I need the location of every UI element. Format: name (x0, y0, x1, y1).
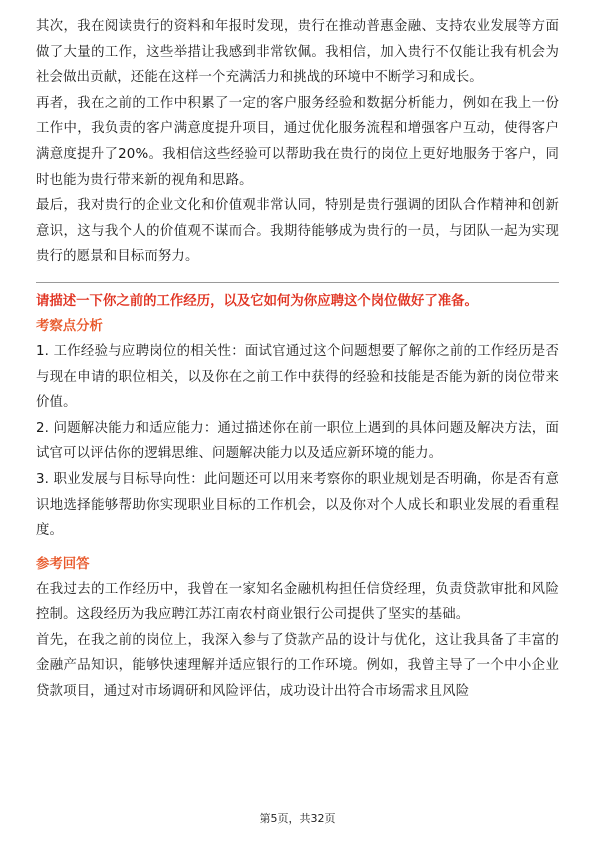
answer-paragraph: 在我过去的工作经历中，我曾在一家知名金融机构担任信贷经理，负责贷款审批和风险控制。这段经历为我应聘江苏江南农村商业银行公司提供了坚实的基础。 (36, 581, 559, 623)
page-content (36, 14, 559, 705)
body-paragraph: 再者，我在之前的工作中积累了一定的客户服务经验和数据分析能力，例如在我上一份工作中，我负责的客户满意度提升项目，通过优化服务流程和增强客户互动，使得客户满意度提升了20%。我相信这些经验可以帮助我在贵行的岗位上更好地服务于客户，同时也能为贵行带来新的视角和思路。 (36, 95, 559, 188)
section-divider (36, 282, 559, 283)
analysis-heading: 考察点分析 (36, 318, 103, 334)
analysis-point: 3. 职业发展与目标导向性：此问题还可以用来考察你的职业规划是否明确，你是否有意识地选择能够帮助你实现职业目标的工作机会，以及你对个人成长和职业发展的看重程度。 (36, 471, 559, 539)
answer-heading: 参考回答 (36, 556, 90, 572)
analysis-point: 1. 工作经验与应聘岗位的相关性：面试官通过这个问题想要了解你之前的工作经历是否与现在申请的职位相关，以及你在之前工作中获得的经验和技能是否能为新的岗位带来价值。 (36, 343, 559, 411)
page-footer: 第5页，共32页 (259, 812, 336, 825)
body-paragraph: 最后，我对贵行的企业文化和价值观非常认同，特别是贵行强调的团队合作精神和创新意识，这与我个人的价值观不谋而合。我期待能够成为贵行的一员，与团队一起为实现贵行的愿景和目标而努力。 (36, 198, 559, 265)
interview-question: 请描述一下你之前的工作经历，以及它如何为你应聘这个岗位做好了准备。 (36, 293, 478, 309)
body-paragraph: 其次，我在阅读贵行的资料和年报时发现，贵行在推动普惠金融、支持农业发展等方面做了大量的工作，这些举措让我感到非常钦佩。我相信，加入贵行不仅能让我有机会为社会做出贡献，还能在这样一个充满活力和挑战的环境中不断学习和成长。 (36, 19, 559, 86)
answer-paragraph: 首先，在我之前的岗位上，我深入参与了贷款产品的设计与优化，这让我具备了丰富的金融产品知识，能够快速理解并适应银行的工作环境。例如，我曾主导了一个中小企业贷款项目，通过对市场调研和风险评估，成功设计出符合市场需求且风险 (36, 632, 559, 700)
analysis-point: 2. 问题解决能力和适应能力：通过描述你在前一职位上遇到的具体问题及解决方法，面试官可以评估你的逻辑思维、问题解决能力以及适应新环境的能力。 (36, 420, 559, 462)
